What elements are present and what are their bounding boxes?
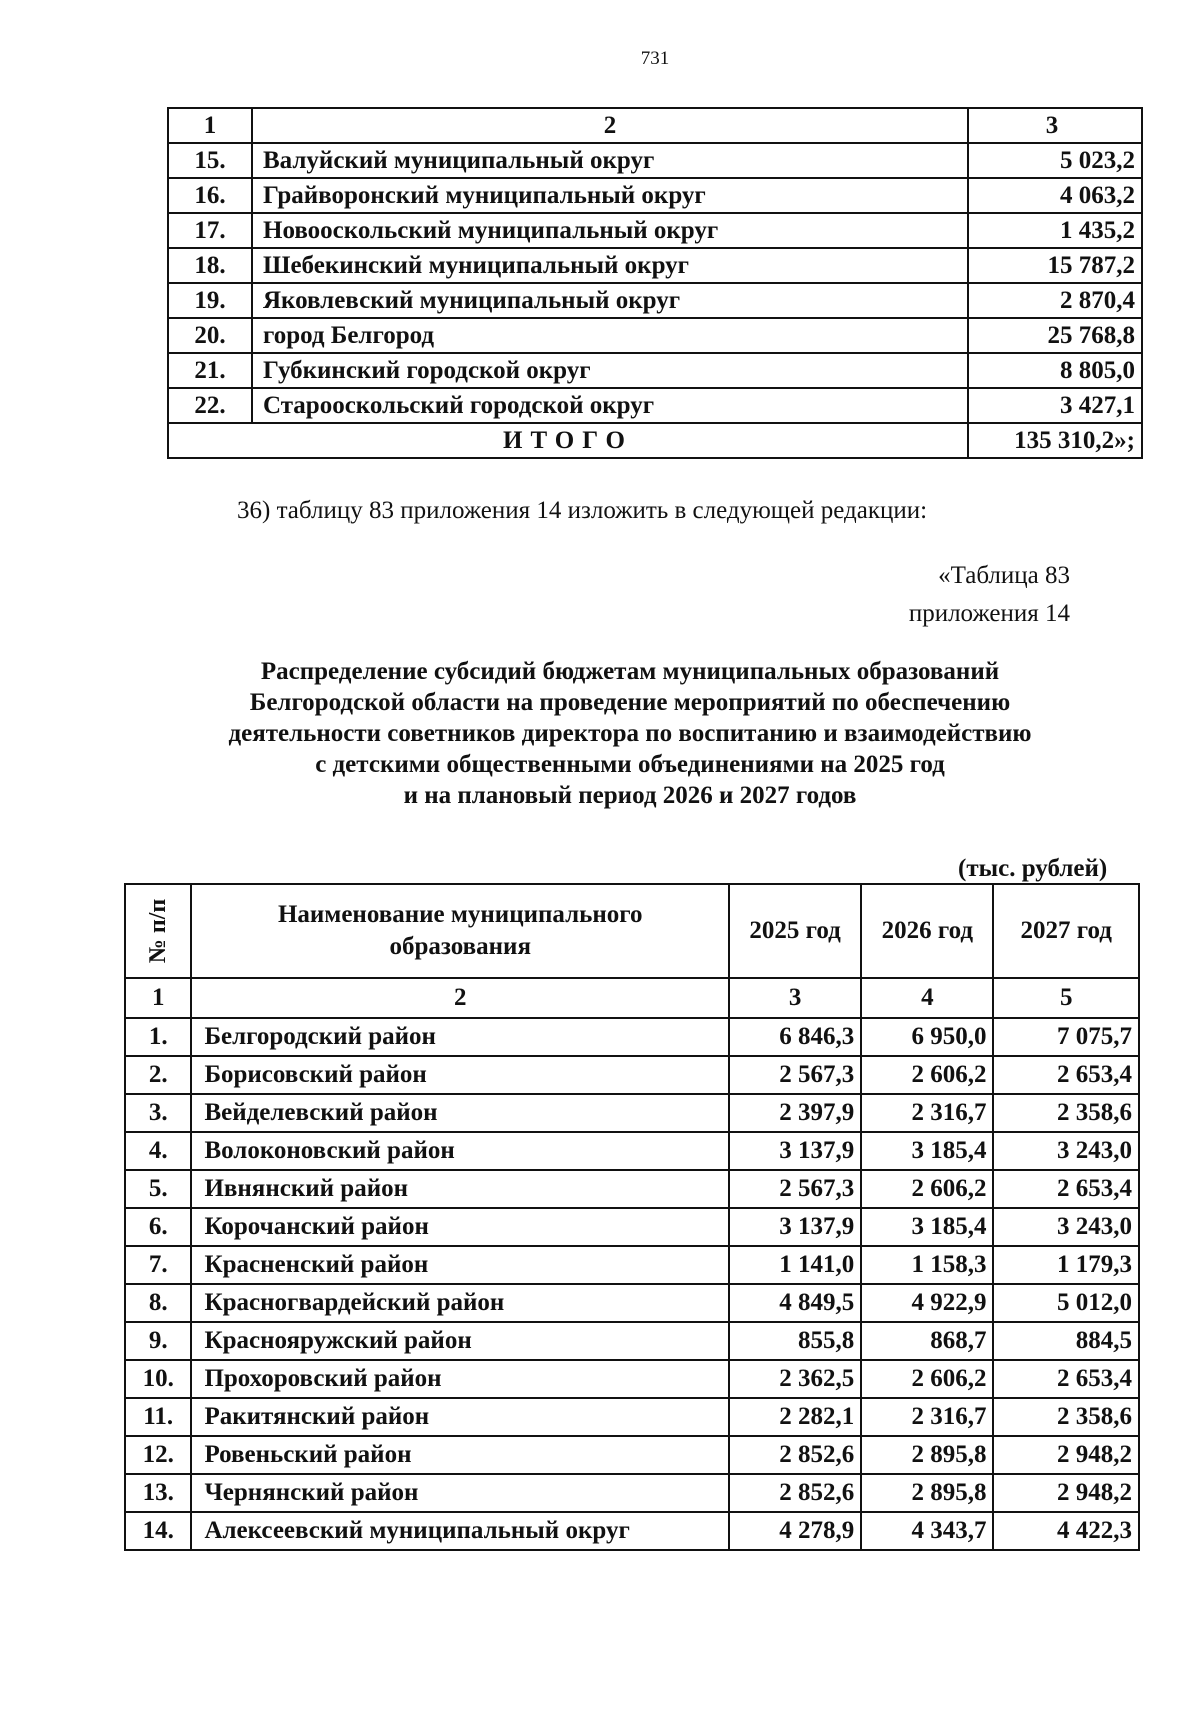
table-row xyxy=(168,318,1142,353)
column-number-cell: 1 xyxy=(168,108,252,143)
header-2027: 2027 год xyxy=(993,884,1139,978)
total-label: ИТОГО xyxy=(168,423,968,458)
row-number: 6. xyxy=(125,1208,191,1246)
header-name xyxy=(191,884,729,978)
amount-2026: 4 343,7 xyxy=(861,1512,993,1550)
amount-2025: 2 567,3 xyxy=(729,1170,861,1208)
amount-2026: 3 185,4 xyxy=(861,1208,993,1246)
municipality-name: Ракитянский район xyxy=(191,1398,729,1436)
amount-2025: 2 852,6 xyxy=(729,1436,861,1474)
amount-2025: 2 567,3 xyxy=(729,1056,861,1094)
municipality-name: Новооскольский муниципальный округ xyxy=(252,213,968,248)
table-row xyxy=(125,1170,1139,1208)
column-number-cell: 1 xyxy=(125,978,191,1018)
instruction-text: 36) таблицу 83 приложения 14 изложить в следующей редакции: xyxy=(237,497,928,524)
page-number: 731 xyxy=(640,48,670,69)
title-line: Распределение субсидий бюджетам муниципальных образований xyxy=(260,658,1000,685)
amount-2026: 2 316,7 xyxy=(861,1398,993,1436)
header-2026: 2026 год xyxy=(861,884,993,978)
municipality-name: Старооскольский городской округ xyxy=(252,388,968,423)
municipality-name: Грайворонский муниципальный округ xyxy=(252,178,968,213)
header-name-line: образования xyxy=(389,933,531,960)
row-number: 8. xyxy=(125,1284,191,1322)
amount-cell: 1 435,2 xyxy=(968,213,1142,248)
table-row xyxy=(168,248,1142,283)
municipality-name: Краснояружский район xyxy=(191,1322,729,1360)
title-line: деятельности советников директора по воспитанию и взаимодействию xyxy=(228,720,1032,747)
table-row xyxy=(168,213,1142,248)
table-row xyxy=(168,283,1142,318)
amount-cell: 25 768,8 xyxy=(968,318,1142,353)
table-row xyxy=(125,1474,1139,1512)
amount-2025: 1 141,0 xyxy=(729,1246,861,1284)
amount-2027: 3 243,0 xyxy=(993,1132,1139,1170)
municipality-name: Вейделевский район xyxy=(191,1094,729,1132)
row-number: 21. xyxy=(168,353,252,388)
amount-2027: 2 653,4 xyxy=(993,1170,1139,1208)
column-number-cell: 4 xyxy=(861,978,993,1018)
caption-line: приложения 14 xyxy=(908,600,1070,627)
amount-2027: 884,5 xyxy=(993,1322,1139,1360)
amount-2026: 2 606,2 xyxy=(861,1056,993,1094)
municipality-name: Красненский район xyxy=(191,1246,729,1284)
row-number: 4. xyxy=(125,1132,191,1170)
amount-2027: 2 653,4 xyxy=(993,1056,1139,1094)
row-number: 14. xyxy=(125,1512,191,1550)
table-caption xyxy=(770,557,1070,633)
amount-2027: 1 179,3 xyxy=(993,1246,1139,1284)
row-number: 7. xyxy=(125,1246,191,1284)
header-2025: 2025 год xyxy=(729,884,861,978)
amount-2027: 2 358,6 xyxy=(993,1398,1139,1436)
table-row xyxy=(125,1322,1139,1360)
row-number: 22. xyxy=(168,388,252,423)
amount-2025: 3 137,9 xyxy=(729,1208,861,1246)
amount-2026: 2 895,8 xyxy=(861,1436,993,1474)
column-number-cell: 3 xyxy=(968,108,1142,143)
municipality-name: Прохоровский район xyxy=(191,1360,729,1398)
municipality-name: Ивнянский район xyxy=(191,1170,729,1208)
table-row xyxy=(125,1018,1139,1056)
row-number: 5. xyxy=(125,1170,191,1208)
amount-2027: 2 948,2 xyxy=(993,1474,1139,1512)
column-number-cell: 2 xyxy=(252,108,968,143)
main-table xyxy=(124,883,1140,1551)
title-line: и на плановый период 2026 и 2027 годов xyxy=(403,782,857,809)
amount-2025: 2 397,9 xyxy=(729,1094,861,1132)
municipality-name: Шебекинский муниципальный округ xyxy=(252,248,968,283)
municipality-name: Алексеевский муниципальный округ xyxy=(191,1512,729,1550)
amount-2027: 5 012,0 xyxy=(993,1284,1139,1322)
document-title xyxy=(140,656,1120,811)
total-row xyxy=(168,423,1142,458)
table-row xyxy=(125,1132,1139,1170)
row-number: 1. xyxy=(125,1018,191,1056)
municipality-name: Волоконовский район xyxy=(191,1132,729,1170)
amount-2026: 2 606,2 xyxy=(861,1170,993,1208)
row-number: 2. xyxy=(125,1056,191,1094)
row-number: 20. xyxy=(168,318,252,353)
amount-2026: 868,7 xyxy=(861,1322,993,1360)
total-value: 135 310,2»; xyxy=(968,423,1142,458)
header-number-text: № п/п xyxy=(145,898,172,964)
amount-2025: 2 282,1 xyxy=(729,1398,861,1436)
column-numbers-row xyxy=(125,978,1139,1018)
amount-cell: 5 023,2 xyxy=(968,143,1142,178)
amount-2027: 4 422,3 xyxy=(993,1512,1139,1550)
amount-cell: 2 870,4 xyxy=(968,283,1142,318)
municipality-name: город Белгород xyxy=(252,318,968,353)
amount-2025: 2 852,6 xyxy=(729,1474,861,1512)
row-number: 9. xyxy=(125,1322,191,1360)
municipality-name: Валуйский муниципальный округ xyxy=(252,143,968,178)
title-line: Белгородской области на проведение мероприятий по обеспечению xyxy=(249,689,1011,716)
municipality-name: Белгородский район xyxy=(191,1018,729,1056)
table-row xyxy=(125,1208,1139,1246)
table-row xyxy=(168,388,1142,423)
column-number-cell: 2 xyxy=(191,978,729,1018)
row-number: 17. xyxy=(168,213,252,248)
amount-2026: 3 185,4 xyxy=(861,1132,993,1170)
amount-cell: 8 805,0 xyxy=(968,353,1142,388)
row-number: 11. xyxy=(125,1398,191,1436)
municipality-name: Красногвардейский район xyxy=(191,1284,729,1322)
row-number: 18. xyxy=(168,248,252,283)
amount-2025: 2 362,5 xyxy=(729,1360,861,1398)
header-name-line: Наименование муниципального xyxy=(277,901,643,928)
amount-2026: 2 316,7 xyxy=(861,1094,993,1132)
table-row xyxy=(125,1246,1139,1284)
amount-2025: 4 849,5 xyxy=(729,1284,861,1322)
municipality-name: Корочанский район xyxy=(191,1208,729,1246)
title-line: с детскими общественными объединениями на 2025 год xyxy=(315,751,945,778)
previous-table-header xyxy=(168,108,1142,143)
amount-cell: 3 427,1 xyxy=(968,388,1142,423)
municipality-name: Губкинский городской округ xyxy=(252,353,968,388)
table-row xyxy=(125,1094,1139,1132)
amount-2026: 4 922,9 xyxy=(861,1284,993,1322)
table-row xyxy=(125,1284,1139,1322)
municipality-name: Яковлевский муниципальный округ xyxy=(252,283,968,318)
main-table-header xyxy=(125,884,1139,978)
municipality-name: Ровеньский район xyxy=(191,1436,729,1474)
amount-2026: 6 950,0 xyxy=(861,1018,993,1056)
unit-label: (тыс. рублей) xyxy=(958,855,1108,882)
table-row xyxy=(168,143,1142,178)
table-row xyxy=(125,1360,1139,1398)
municipality-name: Борисовский район xyxy=(191,1056,729,1094)
table-row xyxy=(125,1056,1139,1094)
row-number: 13. xyxy=(125,1474,191,1512)
amount-2027: 2 948,2 xyxy=(993,1436,1139,1474)
amount-2027: 2 653,4 xyxy=(993,1360,1139,1398)
row-number: 3. xyxy=(125,1094,191,1132)
amount-2026: 2 895,8 xyxy=(861,1474,993,1512)
header-number xyxy=(125,884,191,978)
amount-2025: 4 278,9 xyxy=(729,1512,861,1550)
municipality-name: Чернянский район xyxy=(191,1474,729,1512)
amount-2025: 3 137,9 xyxy=(729,1132,861,1170)
column-number-cell: 3 xyxy=(729,978,861,1018)
table-row xyxy=(168,178,1142,213)
table-row xyxy=(125,1398,1139,1436)
amount-2027: 7 075,7 xyxy=(993,1018,1139,1056)
previous-table xyxy=(167,107,1143,459)
amount-2027: 3 243,0 xyxy=(993,1208,1139,1246)
amount-2025: 855,8 xyxy=(729,1322,861,1360)
row-number: 10. xyxy=(125,1360,191,1398)
amount-2026: 1 158,3 xyxy=(861,1246,993,1284)
amount-cell: 4 063,2 xyxy=(968,178,1142,213)
amount-2027: 2 358,6 xyxy=(993,1094,1139,1132)
table-row xyxy=(125,1436,1139,1474)
row-number: 15. xyxy=(168,143,252,178)
row-number: 16. xyxy=(168,178,252,213)
caption-line: «Таблица 83 xyxy=(938,562,1070,589)
column-number-cell: 5 xyxy=(993,978,1139,1018)
row-number: 12. xyxy=(125,1436,191,1474)
table-row xyxy=(125,1512,1139,1550)
amount-2026: 2 606,2 xyxy=(861,1360,993,1398)
row-number: 19. xyxy=(168,283,252,318)
amount-cell: 15 787,2 xyxy=(968,248,1142,283)
amount-2025: 6 846,3 xyxy=(729,1018,861,1056)
table-row xyxy=(168,353,1142,388)
